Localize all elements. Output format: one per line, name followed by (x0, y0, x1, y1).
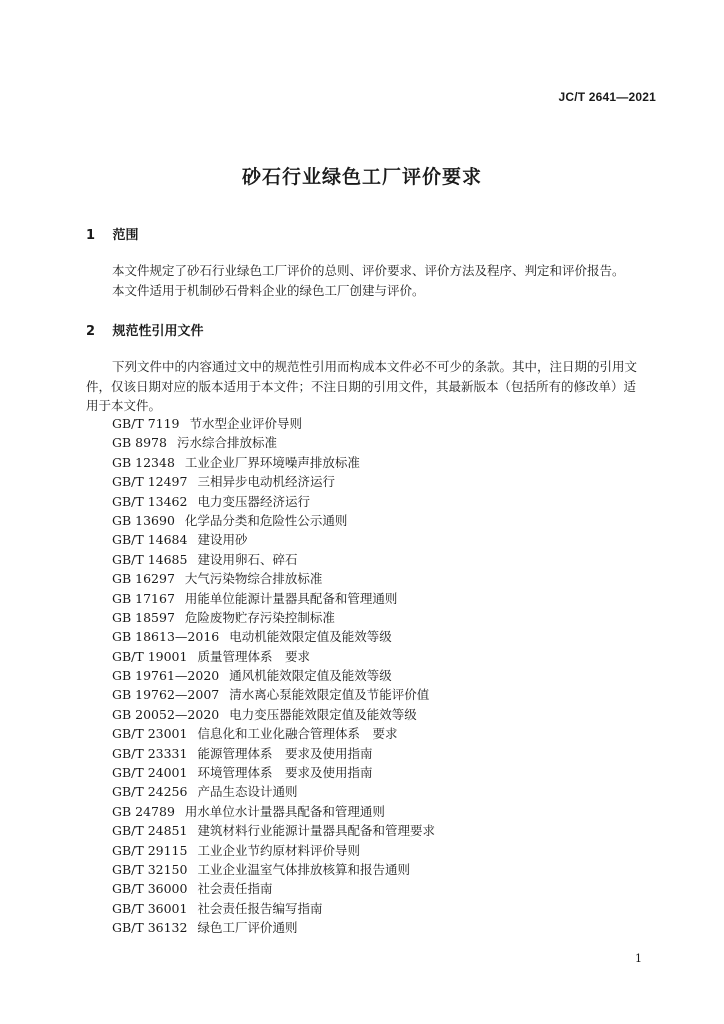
reference-item (112, 821, 435, 840)
reference-code: GB 19761—2020 (112, 668, 220, 684)
reference-title: 通风机能效限定值及能效等级 (229, 668, 392, 684)
reference-title: 信息化和工业化融合管理体系 要求 (197, 726, 398, 742)
reference-title: 清水离心泵能效限定值及节能评价值 (229, 687, 430, 703)
section-title: 范围 (112, 228, 139, 243)
reference-code: GB 24789 (112, 803, 175, 819)
reference-item (112, 685, 435, 704)
reference-code: GB/T 19001 (112, 648, 188, 664)
reference-title: 用能单位能源计量器具配备和管理通则 (184, 590, 398, 606)
reference-title: 电动机能效限定值及能效等级 (229, 629, 392, 645)
reference-code: GB/T 23331 (112, 745, 188, 761)
reference-item (112, 608, 435, 627)
reference-code: GB 17167 (112, 590, 175, 606)
section-number: 2 (86, 324, 96, 339)
reference-code: GB/T 12497 (112, 474, 188, 490)
reference-code: GB 16297 (112, 571, 175, 587)
reference-item (112, 647, 435, 666)
reference-item (112, 627, 435, 646)
reference-code: GB 18597 (112, 609, 175, 625)
paragraph: 下列文件中的内容通过文中的规范性引用而构成本文件必不可少的条款。其中，注日期的引用文件，仅该日期对应的版本适用于本文件；不注日期的引用文件，其最新版本（包括所有的修改单）适用于本文件。 (86, 359, 638, 413)
section-number: 1 (86, 228, 96, 243)
reference-item (112, 492, 435, 511)
reference-item (112, 841, 435, 860)
reference-title: 环境管理体系 要求及使用指南 (197, 765, 373, 781)
reference-item (112, 414, 435, 433)
section-2-intro (86, 357, 646, 416)
reference-code: GB/T 23001 (112, 726, 188, 742)
reference-item (112, 705, 435, 724)
section-1-body (86, 261, 646, 300)
reference-code: GB/T 7119 (112, 416, 180, 431)
document-title: 砂石行业绿色工厂评价要求 (241, 166, 482, 188)
reference-title: 化学品分类和危险性公示通则 (184, 512, 348, 528)
reference-title: 建筑材料行业能源计量器具配备和管理要求 (197, 823, 435, 839)
reference-code: GB 13690 (112, 512, 175, 528)
reference-item (112, 860, 435, 879)
reference-title: 污水综合排放标准 (176, 435, 277, 451)
reference-item (112, 744, 435, 763)
reference-title: 社会责任报告编写指南 (197, 900, 323, 916)
reference-item (112, 666, 435, 685)
reference-code: GB/T 14684 (112, 532, 188, 548)
reference-code: GB 12348 (112, 454, 175, 470)
reference-item (112, 918, 435, 937)
reference-title: 工业企业厂界环境噪声排放标准 (184, 454, 360, 470)
reference-code: GB 18613—2016 (112, 629, 220, 645)
reference-title: 用水单位水计量器具配备和管理通则 (184, 803, 385, 819)
paragraph: 本文件适用于机制砂石骨料企业的绿色工厂创建与评价。 (112, 282, 425, 298)
reference-code: GB/T 14685 (112, 551, 188, 567)
reference-code: GB/T 36132 (112, 920, 188, 936)
reference-item (112, 782, 435, 801)
reference-title: 质量管理体系 要求 (197, 648, 310, 664)
reference-code: GB/T 36001 (112, 900, 188, 916)
reference-item (112, 879, 435, 898)
reference-item (112, 511, 435, 530)
reference-list (112, 414, 435, 938)
reference-item (112, 802, 435, 821)
reference-title: 节水型企业评价导则 (189, 416, 303, 431)
reference-item (112, 530, 435, 549)
reference-item (112, 472, 435, 491)
reference-item (112, 569, 435, 588)
reference-item (112, 589, 435, 608)
reference-item (112, 433, 435, 452)
page-number: 1 (635, 952, 642, 965)
reference-item (112, 724, 435, 743)
reference-title: 危险废物贮存污染控制标准 (184, 609, 335, 625)
section-title: 规范性引用文件 (112, 324, 204, 339)
reference-title: 大气污染物综合排放标准 (184, 571, 323, 587)
reference-item (112, 550, 435, 569)
paragraph: 本文件规定了砂石行业绿色工厂评价的总则、评价要求、评价方法及程序、判定和评价报告。 (112, 263, 625, 278)
reference-code: GB 20052—2020 (112, 706, 220, 722)
reference-title: 建设用砂 (197, 532, 248, 548)
reference-item (112, 453, 435, 472)
reference-code: GB/T 24001 (112, 765, 188, 781)
reference-code: GB/T 29115 (112, 842, 188, 858)
section-2-heading (86, 320, 204, 339)
reference-code: GB 19762—2007 (112, 687, 220, 703)
reference-code: GB/T 32150 (112, 861, 188, 877)
reference-title: 电力变压器经济运行 (197, 493, 310, 509)
standard-code: JC/T 2641—2021 (558, 90, 656, 104)
reference-title: 能源管理体系 要求及使用指南 (197, 745, 373, 761)
reference-title: 产品生态设计通则 (197, 784, 298, 800)
reference-title: 社会责任指南 (197, 881, 273, 897)
reference-title: 绿色工厂评价通则 (197, 920, 298, 936)
reference-code: GB/T 36000 (112, 881, 188, 897)
reference-title: 电力变压器能效限定值及能效等级 (229, 706, 417, 722)
reference-code: GB 8978 (112, 435, 167, 451)
reference-code: GB/T 13462 (112, 493, 188, 509)
reference-title: 工业企业节约原材料评价导则 (197, 842, 360, 858)
reference-code: GB/T 24256 (112, 784, 188, 800)
reference-item (112, 763, 435, 782)
reference-item (112, 899, 435, 918)
reference-title: 三相异步电动机经济运行 (197, 474, 335, 490)
reference-title: 建设用卵石、碎石 (197, 551, 298, 567)
reference-code: GB/T 24851 (112, 823, 188, 839)
section-1-heading (86, 224, 139, 243)
reference-title: 工业企业温室气体排放核算和报告通则 (197, 861, 410, 877)
